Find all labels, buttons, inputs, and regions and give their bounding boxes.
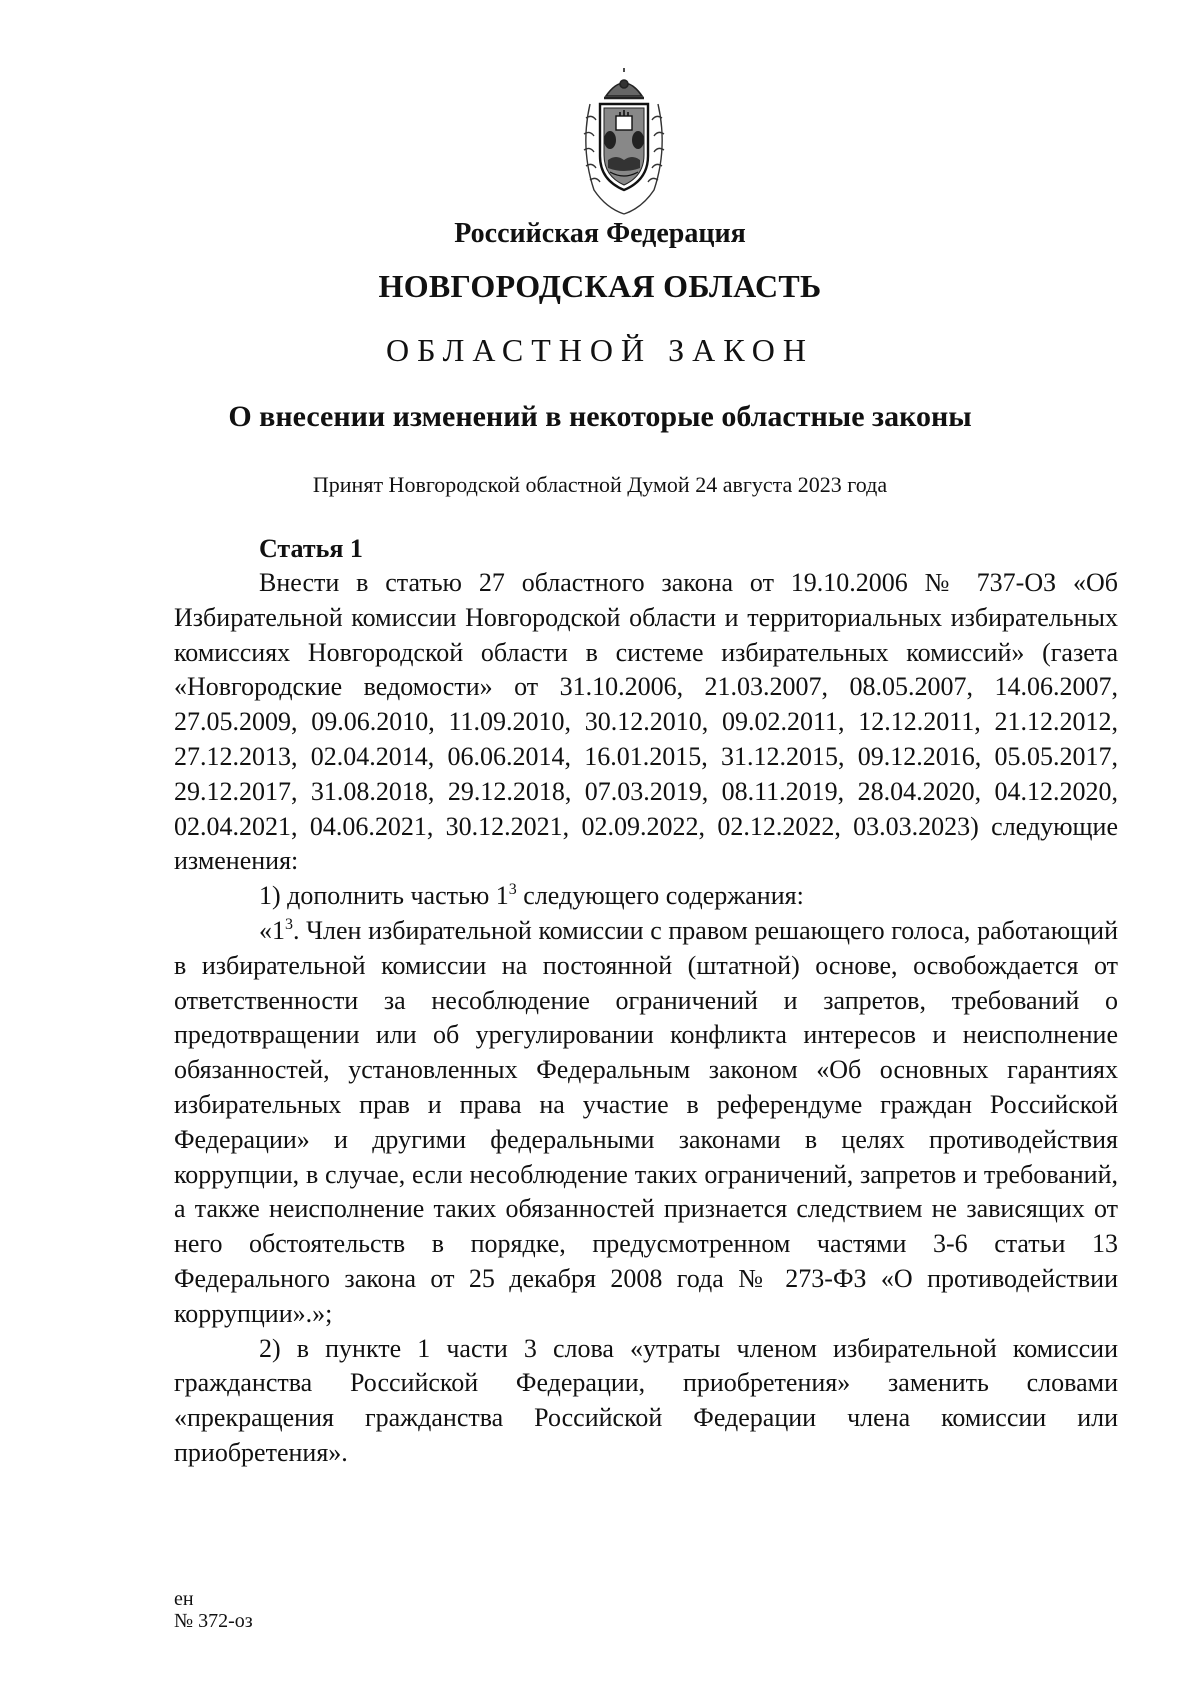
region-heading: НОВГОРОДСКАЯ ОБЛАСТЬ xyxy=(378,268,822,304)
country-heading: Российская Федерация xyxy=(454,218,746,249)
adoption-note: Принят Новгородской областной Думой 24 августа 2023 года xyxy=(312,472,888,497)
quote-text: . Член избирательной комиссии с правом решающего голоса, работающий в избирательной комиссии на постоянной (штатной) основе, освобождается от ответственности за несоблюдение ограничений и запретов, требований о предотвращении или об урегулировании конфликта интересов и неисполнение обязанностей, установленных Федеральным законом «Об основных гарантиях избирательных прав и права на участие в референдуме граждан Российской Федерации» и другими федеральными законами в целях противодействия коррупции, в случае, если несоблюдение таких ограничений, запретов и требований, а также неисполнение таких обязанностей признается следствием не зависящих от него обстоятельств в порядке, предусмотренном частями 3-6 статьи 13 Федерального закона от 25 декабря 2008 года № 273-ФЗ «О противодействии коррупции».»; xyxy=(174,915,1118,1328)
item-1-superscript: 3 xyxy=(508,881,517,899)
item-1-suffix: следующего содержания: xyxy=(516,881,804,911)
article-heading: Статья 1 xyxy=(259,534,363,563)
footer-initials: ен xyxy=(174,1588,194,1610)
quote-superscript: 3 xyxy=(285,915,293,933)
item-1-prefix: 1) дополнить частью 1 xyxy=(259,881,509,911)
article-intro: Внести в статью 27 областного закона от 19.10.2006 № 737-ОЗ «Об Избирательной комиссии Новгородской области и территориальных избирательных комиссиях Новгородской области в системе избирательных комиссий» (газета «Новгородские ведомости» от 31.10.2006, 21.03.2007, 08.05.2007, 14.06.2007, 27.05.2009, 09.06.2010, 11.09.2010, 30.12.2010, 09.02.2011, 12.12.2011, 21.12.2012, 27.12.2013, 02.04.2014, 06.06.2014, 16.01.2015, 31.12.2015, 09.12.2016, 05.05.2017, 29.12.2017, 31.08.2018, 29.12.2018, 07.03.2019, 08.11.2019, 28.04.2020, 04.12.2020, 02.04.2021, 04.06.2021, 30.12.2021, 02.09.2022, 02.12.2022, 03.03.2023) следующие изменения: xyxy=(174,568,1118,876)
document-footer xyxy=(174,1588,253,1632)
footer-number: № 372-оз xyxy=(174,1610,253,1632)
law-title: О внесении изменений в некоторые областные законы xyxy=(228,400,972,433)
item-1-quote xyxy=(174,914,1118,1332)
article-body xyxy=(174,566,1118,1471)
item-2: 2) в пункте 1 части 3 слова «утраты членом избирательной комиссии гражданства Российской Федерации, приобретения» заменить словами «прекращения гражданства Российской Федерации члена комиссии или приобретения». xyxy=(174,1333,1118,1467)
coat-of-arms-icon xyxy=(576,68,672,218)
document-type-heading: ОБЛАСТНОЙ ЗАКОН xyxy=(385,332,815,368)
quote-prefix: «1 xyxy=(259,915,285,945)
item-1 xyxy=(174,879,1118,914)
